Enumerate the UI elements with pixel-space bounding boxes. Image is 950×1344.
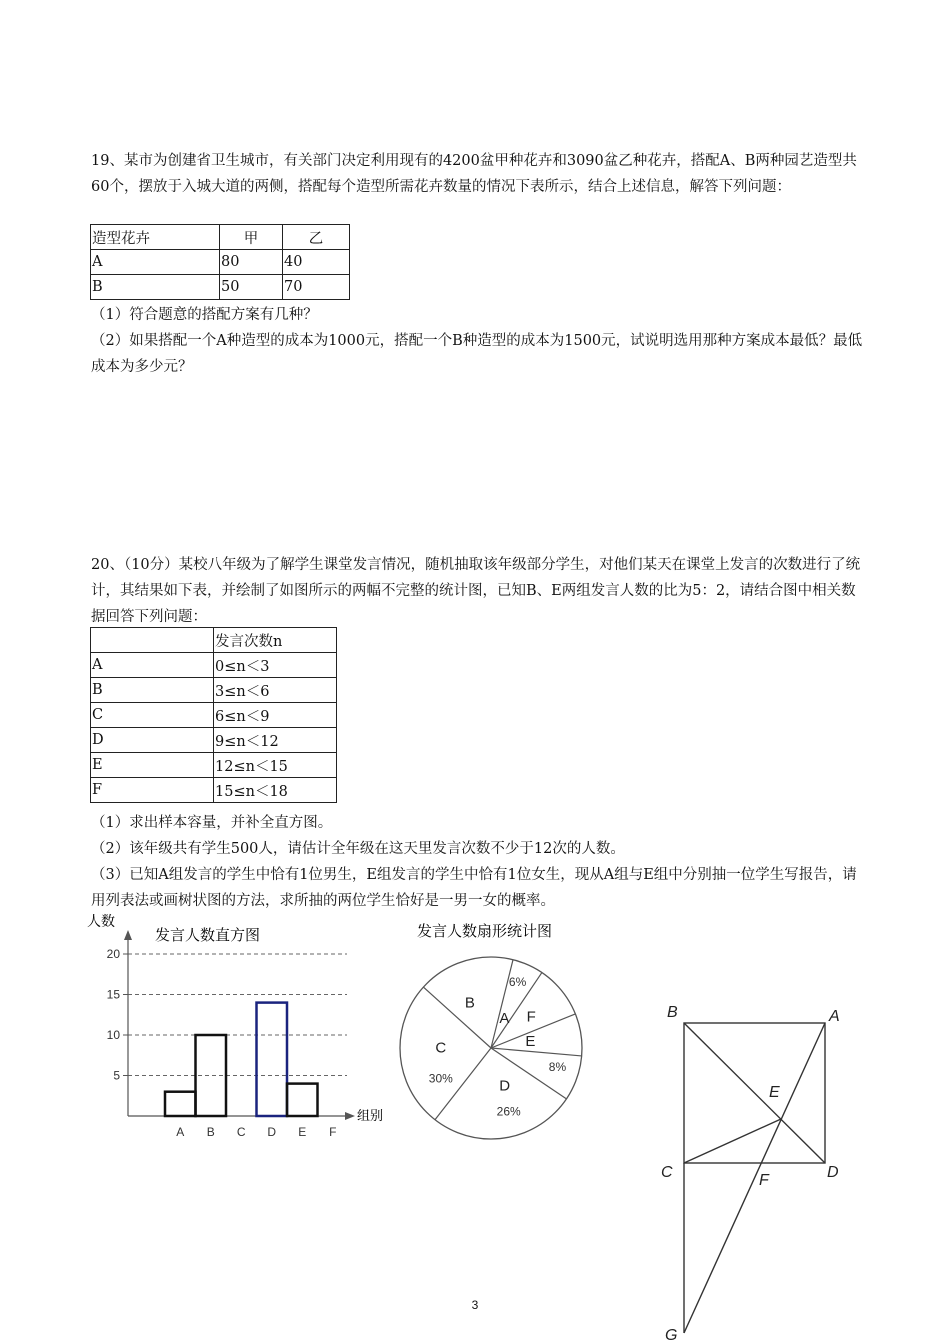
q19-stem: 19、某市为创建省卫生城市，有关部门决定利用现有的4200盆甲种花卉和3090盆乙种花卉，搭配A、B两种园艺造型共60个，摆放于入城大道的两侧，搭配每个造型所需花卉数量的情况下表所示，结合上述信息，解答下列问题： [91,153,857,195]
pie-percent-d: 26% [496,1104,521,1119]
q19-cell: 70 [283,275,350,300]
point-label-b: B [667,1004,678,1021]
histogram-xtick-label: D [267,1125,277,1139]
q19-part1: （1）符合题意的搭配方案有几种？ [91,307,318,323]
histogram-ytick-label: 5 [113,1068,120,1083]
histogram-ytick-label: 15 [106,987,120,1002]
q20-cell: B [91,678,214,703]
pie-slice-boundary [491,1048,582,1056]
pie-title: 发言人数扇形统计图 [417,923,553,940]
q20-cell: 0≤n＜3 [214,653,337,678]
q20-cell: F [91,778,214,803]
q19-header-2: 乙 [283,225,350,250]
histogram-title: 发言人数直方图 [155,927,261,944]
pie-label-f: F [526,1008,536,1026]
q20-cell: C [91,703,214,728]
pie-slice-boundary [423,987,491,1048]
q19-cell: 50 [220,275,283,300]
pie-label-c: C [435,1039,447,1057]
pie-percent-c: 30% [428,1071,453,1086]
q20-table [90,627,337,803]
histogram-x-arrow [345,1112,355,1120]
point-label-a: A [829,1008,840,1025]
q20-part3: （3）已知A组发言的学生中恰有1位男生，E组发言的学生中恰有1位女生，现从A组与E组中分别抽一位学生写报告，请用列表法或画树状图的方法，求所抽的两位学生恰好是一男一女的概率。 [91,867,857,909]
pie-percent-a: 6% [508,975,527,990]
point-label-c: C [661,1164,673,1181]
q20-header-1: 发言次数n [214,628,337,653]
histogram-xtick-label: A [176,1125,185,1139]
q20-cell: D [91,728,214,753]
q20-header-0 [91,628,214,653]
segment-ce [684,1119,781,1163]
q20-cell: 15≤n＜18 [214,778,337,803]
pie-label-a: A [499,1010,510,1028]
q19-table [90,224,350,300]
segment-bd [684,1023,825,1163]
q19-part2: （2）如果搭配一个A种造型的成本为1000元，搭配一个B种造型的成本为1500元，试说明选用那种方案成本最低？最低成本为多少元？ [91,333,863,375]
histogram-bar-d [257,1003,288,1116]
q19-cell: B [91,275,220,300]
q20-part2: （2）该年级共有学生500人，请估计全年级在这天里发言次数不少于12次的人数。 [91,841,625,857]
q20-cell: E [91,753,214,778]
pie-label-b: B [464,994,475,1012]
histogram-chart [85,908,400,1148]
histogram-bar-a [165,1092,196,1116]
segment-ag [684,1023,825,1333]
q20-cell: 9≤n＜12 [214,728,337,753]
point-label-f: F [759,1172,769,1189]
pie-percent-e: 8% [548,1060,567,1075]
histogram-xtick-label: E [298,1125,307,1139]
pie-label-d: D [499,1077,511,1095]
q20-cell: 6≤n＜9 [214,703,337,728]
point-label-g: G [665,1327,678,1344]
q19-cell: 80 [220,250,283,275]
point-label-e: E [769,1084,780,1101]
histogram-ytick-label: 10 [106,1028,120,1042]
histogram-xlabel: 组别 [357,1108,384,1123]
q19-header-0: 造型花卉 [91,225,220,250]
page-number: 3 [471,1298,479,1312]
pie-chart [395,912,595,1148]
q19-cell: 40 [283,250,350,275]
pie-slice-boundary [491,960,513,1048]
q19-cell: A [91,250,220,275]
pie-label-e: E [525,1033,536,1051]
histogram-ylabel: 人数 [87,913,115,929]
q20-stem: 20、（10分）某校八年级为了解学生课堂发言情况，随机抽取该年级部分学生，对他们某天在课堂上发言的次数进行了统计，其结果如下表，并绘制了如图所示的两幅不完整的统计图，已知B、E两组发言人数的比为5：2，请结合图中相关数据回答下列问题： [91,557,861,625]
point-label-d: D [827,1164,839,1181]
q20-part1: （1）求出样本容量，并补全直方图。 [91,815,333,831]
q20-cell: 3≤n＜6 [214,678,337,703]
histogram-xtick-label: B [206,1125,215,1139]
histogram-xtick-label: C [236,1125,246,1139]
histogram-ytick-label: 20 [106,947,120,961]
histogram-xtick-label: F [329,1125,337,1139]
histogram-y-arrow [124,930,132,940]
histogram-bar-e [287,1084,318,1116]
q20-cell: A [91,653,214,678]
q20-cell: 12≤n＜15 [214,753,337,778]
geometry-figure [655,995,855,1344]
q19-header-1: 甲 [220,225,283,250]
